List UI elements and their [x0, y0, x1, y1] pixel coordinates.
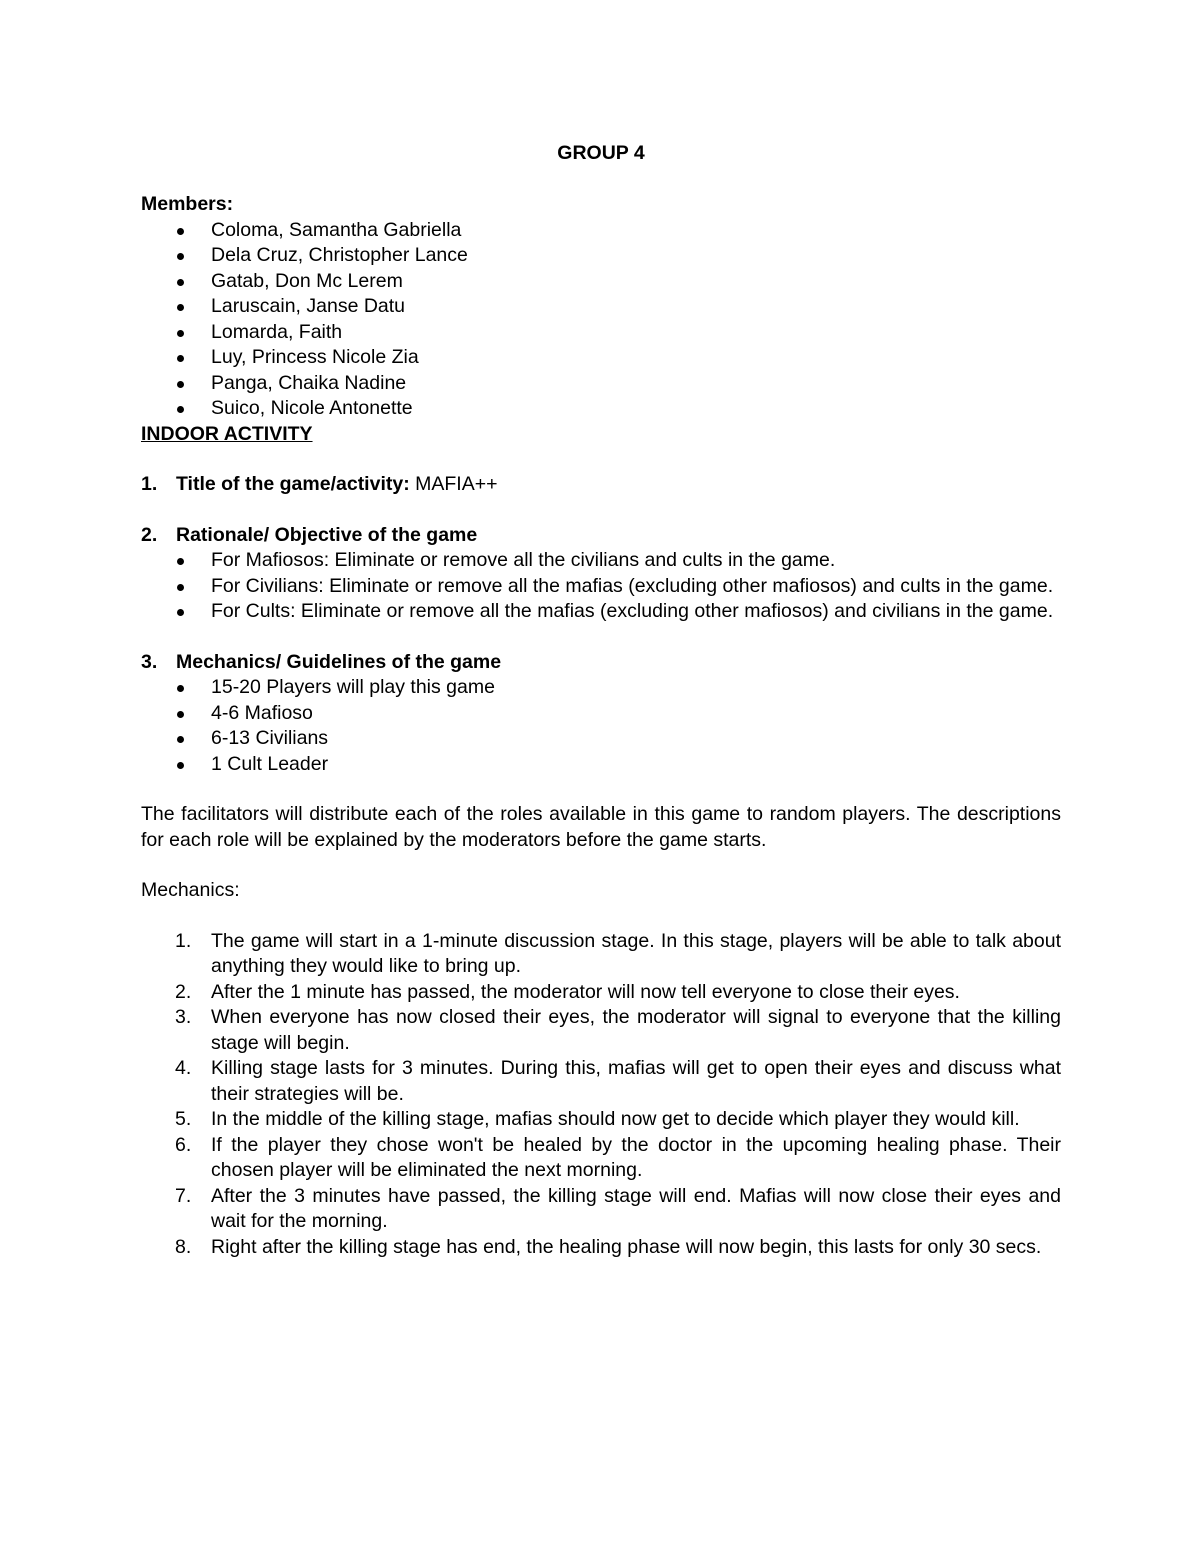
- numbered-item-title: [141, 472, 1061, 498]
- roles-paragraph: The facilitators will distribute each of the roles available in this game to random players. The descriptions for each role will be explained by the moderators before the game starts.: [141, 803, 1061, 851]
- mechanics-step: 3. When everyone has now closed their eyes, the moderator will signal to everyone that the killing stage will begin.: [175, 1006, 1061, 1054]
- member-item: Laruscain, Janse Datu: [141, 294, 1061, 320]
- bullet-icon: [177, 685, 184, 692]
- member-item: Dela Cruz, Christopher Lance: [141, 243, 1061, 269]
- numbered-item-mechanics: [141, 650, 1061, 676]
- bullet-icon: [177, 762, 184, 769]
- mechanics-label: Mechanics:: [141, 879, 240, 901]
- item-number: 3.: [141, 650, 158, 673]
- bullet-icon: [177, 711, 184, 718]
- item-label: Mechanics/ Guidelines of the game: [176, 650, 502, 673]
- member-item: Panga, Chaika Nadine: [141, 371, 1061, 397]
- member-item: Suico, Nicole Antonette: [141, 396, 1061, 422]
- players-list: [141, 675, 1061, 777]
- mechanics-step: 4. Killing stage lasts for 3 minutes. During this, mafias will get to open their eyes and discuss what their strategies will be.: [175, 1057, 1061, 1105]
- item-value: MAFIA++: [415, 473, 498, 495]
- mechanics-step: 5. In the middle of the killing stage, mafias should now get to decide which player they would kill.: [175, 1108, 1020, 1130]
- section-heading: INDOOR ACTIVITY: [141, 422, 313, 445]
- item-number: 1.: [141, 473, 158, 495]
- mechanics-step: 1. The game will start in a 1-minute discussion stage. In this stage, players will be able to talk about anything they would like to bring up.: [175, 929, 1061, 977]
- bullet-icon: [177, 406, 184, 413]
- bullet-icon: [177, 228, 184, 235]
- document-page: [141, 140, 1061, 1260]
- member-item: Luy, Princess Nicole Zia: [141, 345, 1061, 371]
- players-item: 4-6 Mafioso: [141, 701, 1061, 727]
- rationale-item: For Mafiosos: Eliminate or remove all the civilians and cults in the game.: [141, 548, 1061, 574]
- rationale-list: [141, 548, 1061, 625]
- rationale-item: For Cults: Eliminate or remove all the mafias (excluding other mafiosos) and civilians in the game.: [141, 599, 1061, 625]
- bullet-icon: [177, 736, 184, 743]
- players-item: 6-13 Civilians: [141, 726, 1061, 752]
- member-item: Gatab, Don Mc Lerem: [141, 269, 1061, 295]
- members-list: [141, 218, 1061, 422]
- bullet-icon: [177, 609, 184, 616]
- item-number: 2.: [141, 523, 158, 546]
- bullet-icon: [177, 558, 184, 565]
- mechanics-list: [141, 929, 1061, 1261]
- bullet-icon: [177, 304, 184, 311]
- bullet-icon: [177, 355, 184, 362]
- members-label: Members:: [141, 193, 234, 215]
- players-item: 1 Cult Leader: [141, 752, 1061, 778]
- mechanics-step: 2. After the 1 minute has passed, the moderator will now tell everyone to close their eyes.: [175, 980, 960, 1003]
- bullet-icon: [177, 330, 184, 337]
- member-item: Lomarda, Faith: [141, 320, 1061, 346]
- bullet-icon: [177, 279, 184, 286]
- member-item: Coloma, Samantha Gabriella: [141, 218, 1061, 244]
- item-label: Title of the game/activity:: [176, 473, 410, 495]
- players-item: 15-20 Players will play this game: [141, 675, 1061, 701]
- bullet-icon: [177, 253, 184, 260]
- numbered-item-rationale: [141, 523, 1061, 549]
- bullet-icon: [177, 584, 184, 591]
- rationale-item: For Civilians: Eliminate or remove all the mafias (excluding other mafiosos) and cults in the game.: [141, 574, 1061, 600]
- mechanics-step: 8. Right after the killing stage has end, the healing phase will now begin, this lasts for only 30 secs.: [175, 1235, 1042, 1258]
- page-title: GROUP 4: [557, 142, 645, 164]
- mechanics-step: 6. If the player they chose won't be healed by the doctor in the upcoming healing phase. Their chosen player will be eliminated the next morning.: [175, 1133, 1061, 1181]
- mechanics-step: 7. After the 3 minutes have passed, the killing stage will end. Mafias will now close their eyes and wait for the morning.: [175, 1184, 1061, 1232]
- bullet-icon: [177, 381, 184, 388]
- item-label: Rationale/ Objective of the game: [176, 523, 478, 546]
